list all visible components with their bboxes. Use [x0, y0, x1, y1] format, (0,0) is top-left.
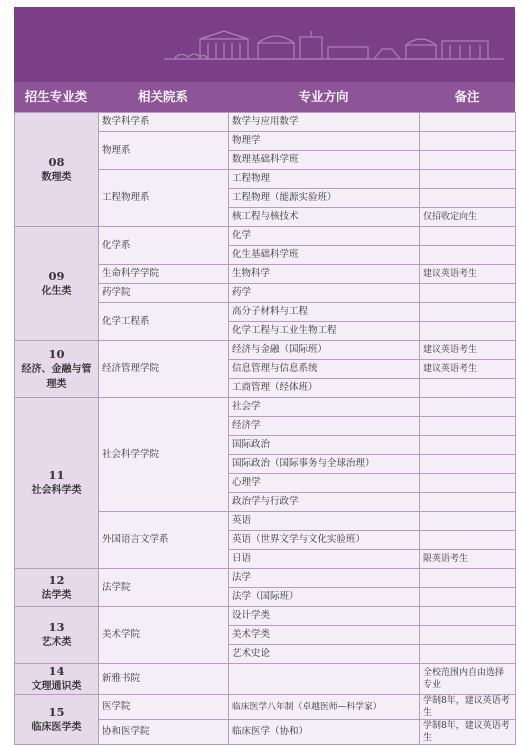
department-cell: 法学院 [99, 569, 229, 607]
note-cell [420, 284, 516, 303]
category-cell [15, 664, 99, 695]
direction-cell: 美术学类 [229, 626, 420, 645]
category-name: 经济、金融与管理类 [21, 363, 92, 390]
department-cell: 社会科学学院 [99, 398, 229, 512]
note-cell: 建议英语考生 [420, 265, 516, 284]
direction-cell: 经济与金融（国际班） [229, 341, 420, 360]
table-row [15, 664, 516, 695]
note-cell [420, 493, 516, 512]
note-cell [420, 132, 516, 151]
direction-cell: 工商管理（经体班） [229, 379, 420, 398]
note-cell: 全校范围内自由选择专业 [420, 664, 516, 695]
category-name: 文理通识类 [31, 681, 82, 692]
majors-table [14, 112, 515, 745]
direction-cell: 高分子材料与工程 [229, 303, 420, 322]
campus-skyline-illustration [14, 7, 515, 82]
category-name: 艺术类 [41, 637, 72, 648]
note-cell [420, 645, 516, 664]
category-name: 化生类 [41, 285, 72, 297]
direction-cell: 设计学类 [229, 607, 420, 626]
note-cell [420, 113, 516, 132]
note-cell [420, 322, 516, 341]
category-number: 08 [48, 154, 65, 169]
table-row [15, 398, 516, 417]
direction-cell: 社会学 [229, 398, 420, 417]
direction-cell: 生物科学 [229, 265, 420, 284]
note-cell [420, 417, 516, 436]
direction-cell: 法学 [229, 569, 420, 588]
note-cell [420, 512, 516, 531]
direction-cell [229, 664, 420, 695]
department-cell: 协和医学院 [99, 720, 229, 745]
note-cell [420, 398, 516, 417]
note-cell [420, 607, 516, 626]
note-cell [420, 303, 516, 322]
table-row [15, 341, 516, 360]
category-number: 15 [48, 704, 65, 719]
category-cell [15, 113, 99, 227]
category-number: 12 [48, 572, 65, 587]
direction-cell: 工程物理（能源实验班） [229, 189, 420, 208]
department-cell: 药学院 [99, 284, 229, 303]
direction-cell: 英语（世界文学与文化实验班） [229, 531, 420, 550]
direction-cell: 药学 [229, 284, 420, 303]
note-cell: 学制8年，建议英语考生 [420, 720, 516, 745]
header-category: 招生专业类 [24, 89, 88, 104]
header-note: 备注 [454, 89, 480, 104]
department-cell: 医学院 [99, 695, 229, 720]
direction-cell: 政治学与行政学 [229, 493, 420, 512]
note-cell [420, 436, 516, 455]
direction-cell: 临床医学（协和） [229, 720, 420, 745]
note-cell [420, 626, 516, 645]
note-cell [420, 170, 516, 189]
category-cell [15, 227, 99, 341]
note-cell: 仅招收定向生 [420, 208, 516, 227]
note-cell [420, 189, 516, 208]
direction-cell: 艺术史论 [229, 645, 420, 664]
department-cell: 外国语言文学系 [99, 512, 229, 569]
table-row [15, 607, 516, 626]
note-cell [420, 588, 516, 607]
note-cell: 建议英语考生 [420, 360, 516, 379]
table-header [14, 82, 515, 112]
table-row [15, 569, 516, 588]
note-cell [420, 151, 516, 170]
direction-cell: 工程物理 [229, 170, 420, 189]
department-cell: 工程物理系 [99, 170, 229, 227]
header-direction: 专业方向 [298, 89, 349, 104]
direction-cell: 化学 [229, 227, 420, 246]
note-cell [420, 569, 516, 588]
category-number: 09 [48, 268, 65, 283]
header-banner [14, 7, 515, 82]
direction-cell: 英语 [229, 512, 420, 531]
direction-cell: 法学（国际班） [229, 588, 420, 607]
table-row [15, 227, 516, 246]
note-cell: 学制8年，建议英语考生 [420, 695, 516, 720]
category-name: 临床医学类 [31, 721, 82, 733]
note-cell [420, 379, 516, 398]
department-cell: 经济管理学院 [99, 341, 229, 398]
direction-cell: 化学工程与工业生物工程 [229, 322, 420, 341]
department-cell: 数学科学系 [99, 113, 229, 132]
direction-cell: 国际政治 [229, 436, 420, 455]
category-number: 14 [48, 664, 65, 678]
note-cell [420, 531, 516, 550]
direction-cell: 核工程与核技术 [229, 208, 420, 227]
header-department: 相关院系 [137, 89, 188, 104]
direction-cell: 物理学 [229, 132, 420, 151]
direction-cell: 临床医学八年制（卓越医师—科学家） [229, 695, 420, 720]
direction-cell: 数学与应用数学 [229, 113, 420, 132]
direction-cell: 经济学 [229, 417, 420, 436]
direction-cell: 化生基础科学班 [229, 246, 420, 265]
category-cell [15, 607, 99, 664]
note-cell: 限英语考生 [420, 550, 516, 569]
direction-cell: 心理学 [229, 474, 420, 493]
table-row [15, 113, 516, 132]
direction-cell: 日语 [229, 550, 420, 569]
note-cell: 建议英语考生 [420, 341, 516, 360]
direction-cell: 数理基础科学班 [229, 151, 420, 170]
direction-cell: 国际政治（国际事务与全球治理） [229, 455, 420, 474]
note-cell [420, 455, 516, 474]
department-cell: 新雅书院 [99, 664, 229, 695]
category-cell [15, 695, 99, 745]
department-cell: 化学系 [99, 227, 229, 265]
category-cell [15, 341, 99, 398]
category-name: 数理类 [41, 171, 72, 183]
note-cell [420, 227, 516, 246]
category-number: 11 [48, 468, 65, 482]
category-cell [15, 569, 99, 607]
direction-cell: 信息管理与信息系统 [229, 360, 420, 379]
note-cell [420, 474, 516, 493]
category-name: 法学类 [41, 589, 72, 601]
department-cell: 物理系 [99, 132, 229, 170]
category-number: 10 [48, 346, 65, 361]
category-cell [15, 398, 99, 569]
category-number: 13 [48, 620, 65, 634]
category-name: 社会科学类 [31, 485, 82, 496]
department-cell: 化学工程系 [99, 303, 229, 341]
note-cell [420, 246, 516, 265]
department-cell: 美术学院 [99, 607, 229, 664]
department-cell: 生命科学学院 [99, 265, 229, 284]
table-row [15, 695, 516, 720]
